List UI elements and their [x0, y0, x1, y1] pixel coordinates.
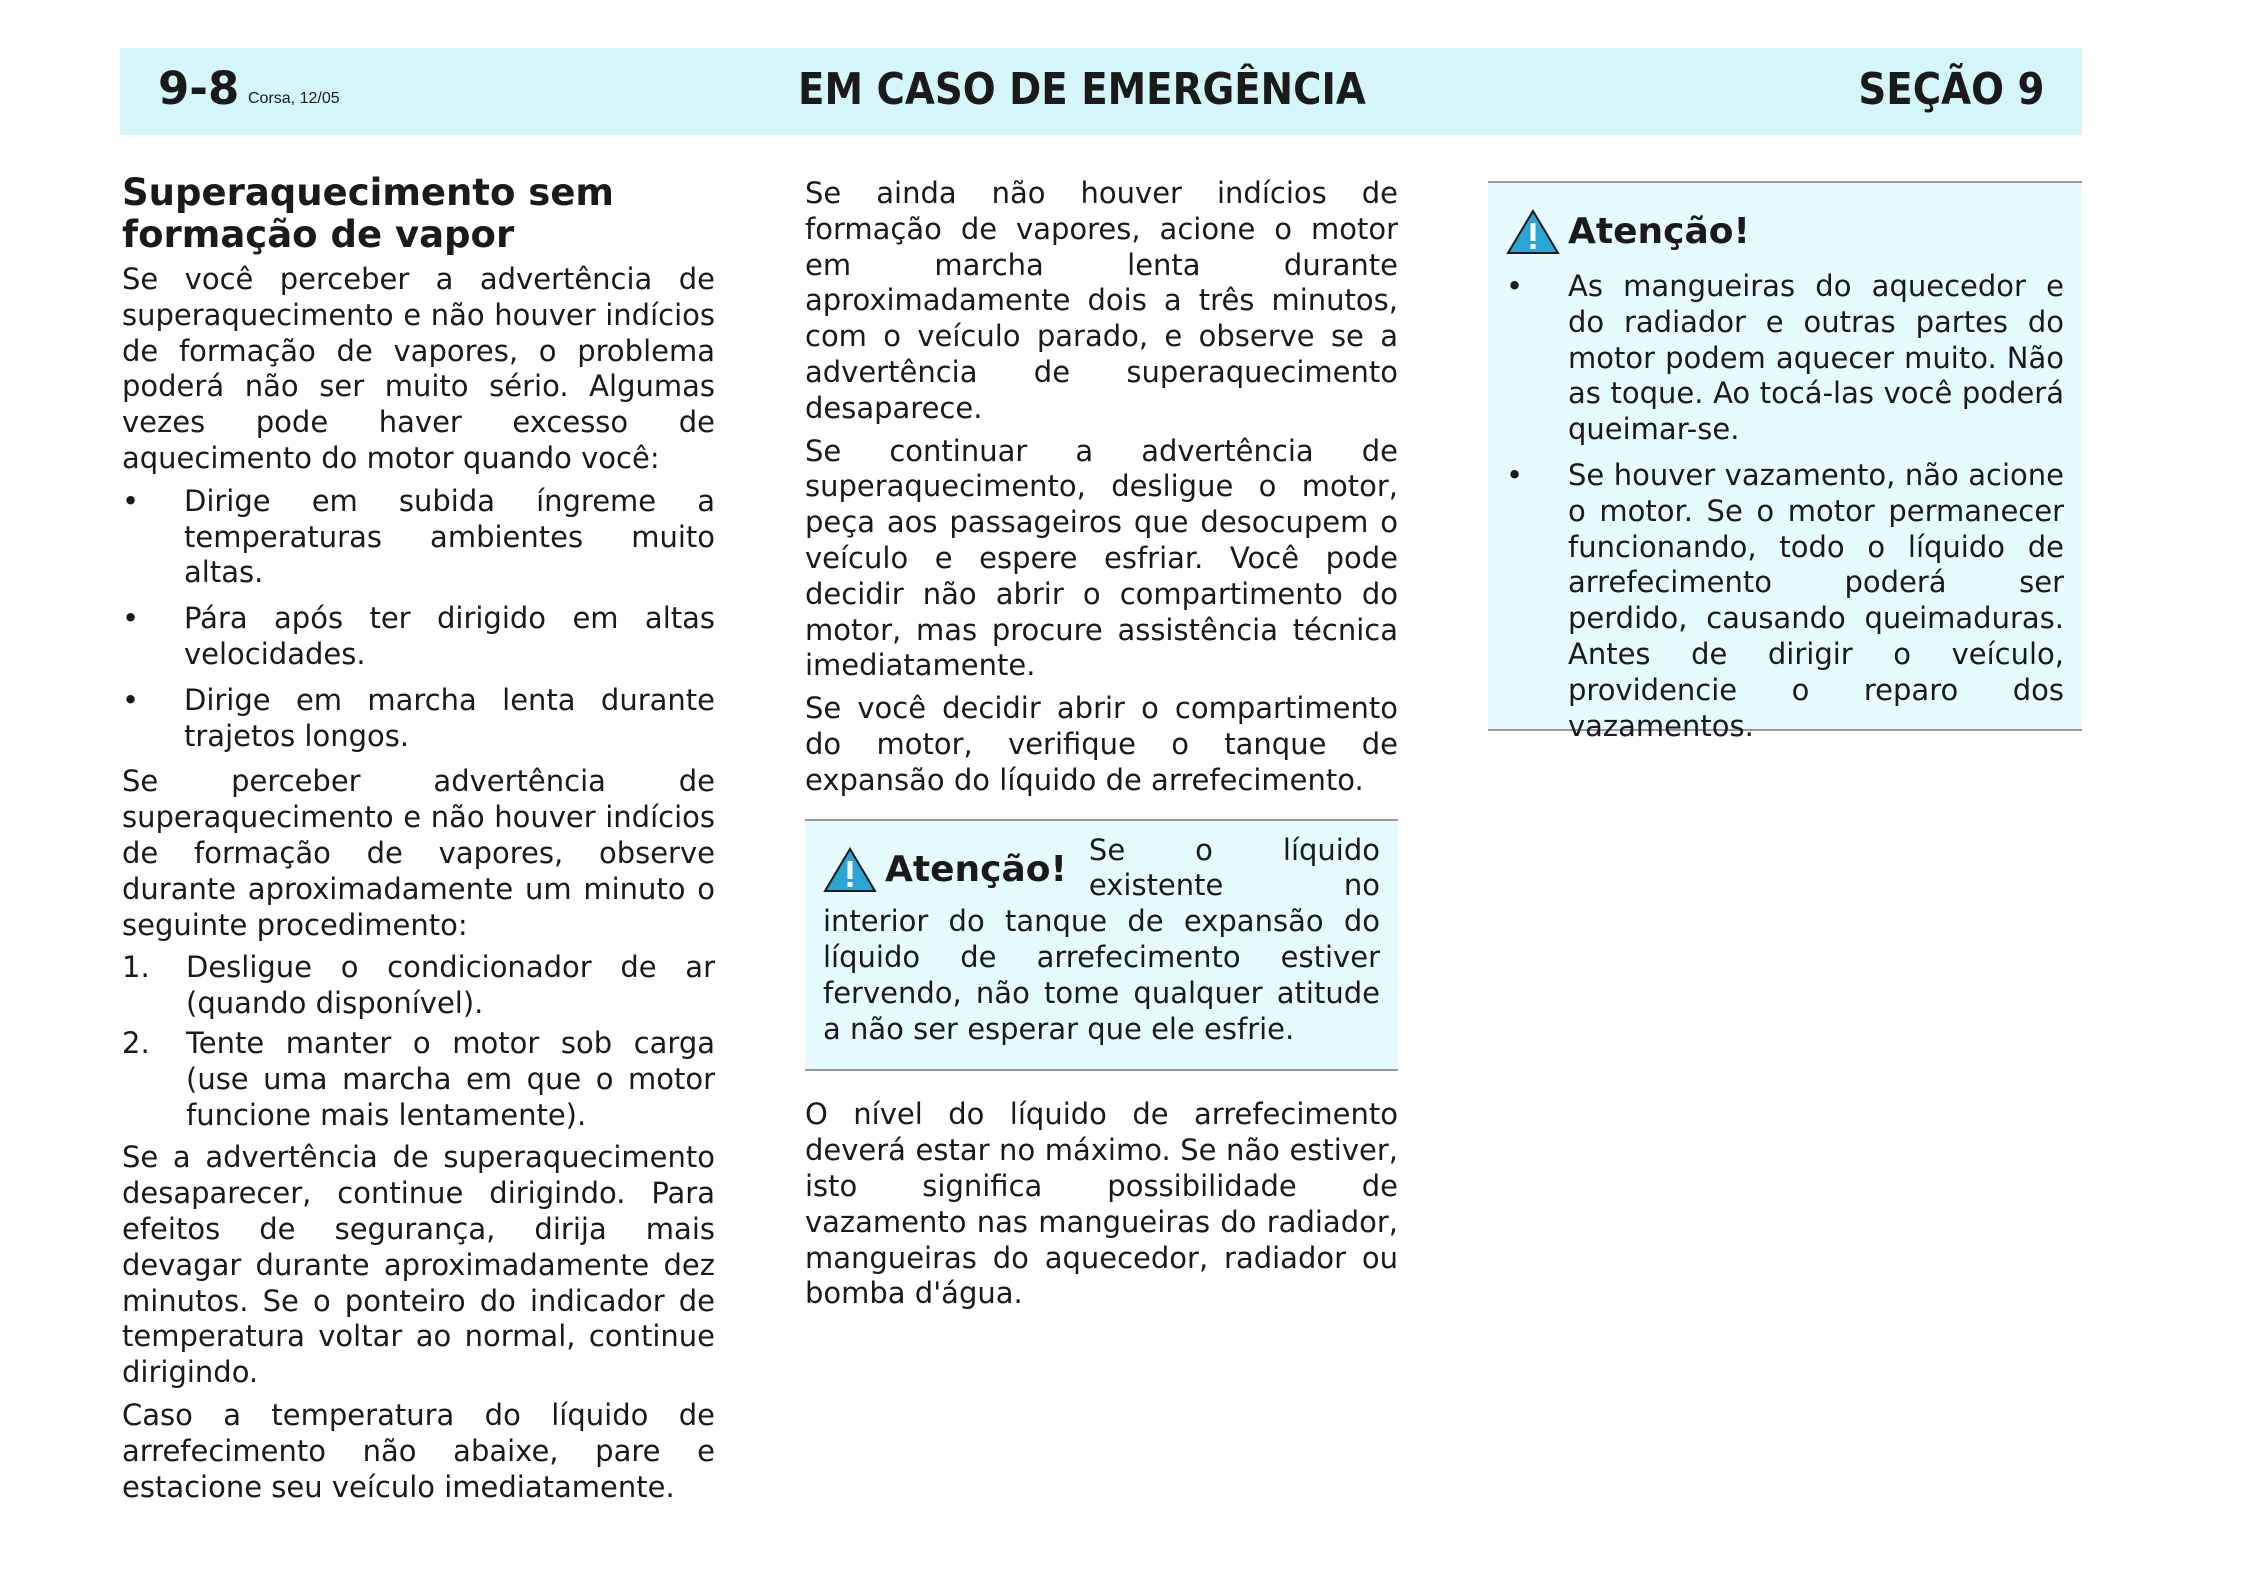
warning-title: Atenção!	[1568, 211, 1750, 253]
list-item	[1506, 458, 2064, 744]
step-number: 2.	[122, 1025, 150, 1060]
warning-heading	[1506, 209, 2064, 255]
bullet-list	[1506, 269, 2064, 744]
bullet-marker: •	[1506, 457, 1524, 492]
paragraph: Se você perceber a advertência de superaquecimento e não houver indícios de formação de vapores, o problema poderá não ser muito sério. Algumas vezes pode haver excesso de aquecimento do motor quando você:	[122, 262, 715, 475]
edition-label: Corsa, 12/05	[248, 90, 340, 107]
section-label: SEÇÃO 9	[1857, 64, 2044, 115]
warning-title: Atenção!	[885, 848, 1067, 890]
paragraph: Caso a temperatura do líquido de arrefecimento não abaixe, pare e estacione seu veículo imediatamente.	[122, 1397, 715, 1504]
heading-line-2: formação de vapor	[122, 213, 515, 256]
section-heading	[122, 172, 715, 256]
warning-text: Se o líquido existente no interior do tanque de expansão do líquido de arrefecimento estiver fervendo, não tome qualquer atitude a não ser esperar que ele esfrie.	[823, 832, 1380, 1046]
column-left	[122, 172, 715, 1512]
paragraph: Se ainda não houver indícios de formação de vapores, acione o motor em marcha lenta durante aproximadamente dois a três minutos, com o veículo parado, e observe se a advertência de superaquecimento desaparece.	[805, 176, 1398, 425]
paragraph: O nível do líquido de arrefecimento deverá estar no máximo. Se não estiver, isto significa possibilidade de vazamento nas mangueiras do radiador, mangueiras do aquecedor, radiador ou bomba d'água.	[805, 1097, 1398, 1311]
list-item-text: Tente manter o motor sob carga (use uma marcha em que o motor funcione mais lentamente).	[186, 1025, 715, 1132]
warning-heading	[823, 847, 1067, 893]
numbered-list	[122, 950, 715, 1133]
list-item-text: Dirige em subida íngreme a temperaturas ambientes muito altas.	[184, 483, 715, 590]
paragraph: Se continuar a advertência de superaquecimento, desligue o motor, peça aos passageiros que desocupem o veículo e espere esfriar. Você pode decidir não abrir o compartimento do motor, mas procure assistência técnica imediatamente.	[805, 433, 1398, 683]
list-item-text: Dirige em marcha lenta durante trajetos longos.	[184, 682, 715, 753]
bullet-marker: •	[1506, 269, 1524, 303]
paragraph: Se a advertência de superaquecimento desaparecer, continue dirigindo. Para efeitos de segurança, dirija mais devagar durante aproximadamente dez minutos. Se o ponteiro do indicador de temperatura voltar ao normal, continue dirigindo.	[122, 1140, 715, 1390]
bullet-marker: •	[122, 483, 140, 518]
bullet-marker: •	[122, 601, 140, 636]
page-number: 9-8	[158, 62, 240, 115]
column-middle	[805, 176, 1398, 1319]
page-title: EM CASO DE EMERGÊNCIA	[798, 64, 1366, 115]
warning-box-right	[1488, 181, 2082, 743]
warning-box	[805, 819, 1398, 1072]
list-item	[122, 1026, 715, 1133]
list-item	[122, 601, 715, 673]
list-item	[122, 683, 715, 755]
bullet-list	[122, 484, 715, 755]
list-item-text: Pára após ter dirigido em altas velocidades.	[184, 601, 715, 671]
list-item-text: As mangueiras do aquecedor e do radiador e outras partes do motor podem aquecer muito. Não as toque. Ao tocá-las você poderá queimar-se.	[1568, 269, 2064, 447]
list-item-text: Desligue o condicionador de ar (quando disponível).	[186, 950, 715, 1021]
paragraph: Se você decidir abrir o compartimento do motor, verifique o tanque de expansão do líquido de arrefecimento.	[805, 691, 1398, 797]
list-item	[122, 950, 715, 1022]
bullet-marker: •	[122, 682, 140, 717]
warning-triangle-icon	[1506, 209, 1560, 255]
list-item	[122, 484, 715, 591]
list-item-text: Se houver vazamento, não acione o motor. Se o motor permanecer funcionando, todo o líquido de arrefecimento poderá ser perdido, causando queimaduras. Antes de dirigir o veículo, providencie o reparo dos vazamentos.	[1568, 457, 2064, 743]
paragraph: Se perceber advertência de superaquecimento e não houver indícios de formação de vapores, observe durante aproximadamente um minuto o seguinte procedimento:	[122, 764, 715, 942]
page-header	[120, 48, 2082, 135]
warning-triangle-icon	[823, 847, 877, 893]
step-number: 1.	[122, 950, 150, 985]
list-item	[1506, 269, 2064, 448]
heading-line-1: Superaquecimento sem	[122, 171, 614, 214]
